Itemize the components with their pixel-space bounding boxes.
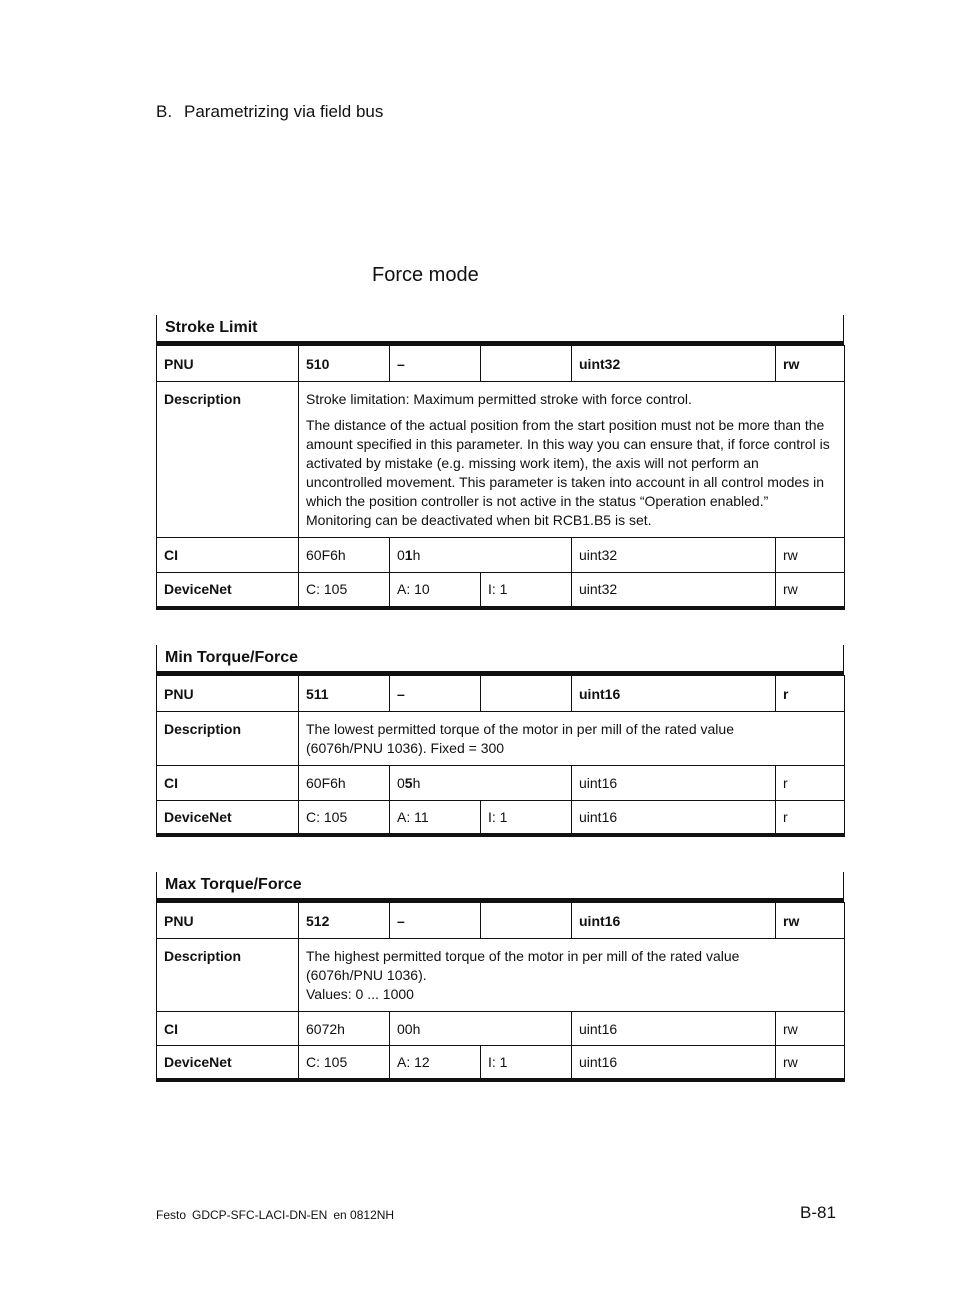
description-label: Description: [157, 382, 299, 538]
description-line: Values: 0 ... 1000: [306, 986, 414, 1002]
description-text: [299, 939, 845, 1012]
ci-index: 6072h: [299, 1012, 390, 1046]
pnu-blank: [481, 346, 572, 382]
description-paragraph: Stroke limitation: Maximum permitted stroke with force control.: [306, 391, 692, 407]
page-footer: [156, 1208, 400, 1222]
pnu-row: [157, 346, 845, 382]
devicenet-class: C: 105: [299, 801, 390, 835]
ci-access: rw: [776, 538, 845, 573]
description-line: The highest permitted torque of the motor in per mill of the rated value: [306, 948, 740, 964]
pnu-access: rw: [776, 903, 845, 939]
ci-label: CI: [157, 538, 299, 573]
devicenet-access: rw: [776, 1046, 845, 1080]
chapter-title: Parametrizing via field bus: [184, 102, 384, 121]
chapter-number: B.: [156, 102, 173, 121]
devicenet-attribute: A: 10: [390, 573, 481, 608]
devicenet-type: uint16: [572, 801, 776, 835]
pnu-subindex: –: [390, 346, 481, 382]
ci-label: CI: [157, 766, 299, 801]
param-table-min-torque: [156, 645, 844, 837]
ci-access: rw: [776, 1012, 845, 1046]
footer-doc-id: GDCP-SFC-LACI-DN-EN: [192, 1208, 328, 1222]
pnu-row: [157, 903, 845, 939]
pnu-label: PNU: [157, 903, 299, 939]
ci-label: CI: [157, 1012, 299, 1046]
ci-row: [157, 538, 845, 573]
ci-row: [157, 1012, 845, 1046]
ci-row: [157, 766, 845, 801]
ci-index: 60F6h: [299, 538, 390, 573]
pnu-label: PNU: [157, 346, 299, 382]
description-row: [157, 712, 845, 766]
pnu-blank: [481, 676, 572, 712]
param-title: Stroke Limit: [156, 315, 844, 345]
devicenet-class: C: 105: [299, 1046, 390, 1080]
description-line: (6076h/PNU 1036).: [306, 967, 427, 983]
devicenet-instance: I: 1: [481, 801, 572, 835]
devicenet-label: DeviceNet: [157, 573, 299, 608]
devicenet-row: [157, 801, 845, 835]
ci-subindex: 05h: [390, 766, 572, 801]
pnu-label: PNU: [157, 676, 299, 712]
description-paragraph: The distance of the actual position from the start position must not be more than the amount specified in this parameter. In this way you can ensure that, if force control is activated by mistake (e.g. missing work item), the axis will not perform an uncontrolled movement. This parameter is taken into account in all control modes in which the position controller is not active in the status “Operation enabled.” Monitoring can be deactivated when bit RCB1.B5 is set.: [306, 417, 830, 528]
param-title: Min Torque/Force: [156, 645, 844, 675]
footer-brand: Festo: [156, 1208, 187, 1222]
devicenet-attribute: A: 11: [390, 801, 481, 835]
section-title: Force mode: [372, 264, 479, 286]
param-table-max-torque: [156, 872, 844, 1082]
description-line: The lowest permitted torque of the motor in per mill of the rated value: [306, 721, 734, 737]
description-row: [157, 382, 845, 538]
pnu-access: r: [776, 676, 845, 712]
ci-type: uint32: [572, 538, 776, 573]
pnu-subindex: –: [390, 676, 481, 712]
description-text: [299, 382, 845, 538]
pnu-type: uint32: [572, 346, 776, 382]
ci-subindex: 00h: [390, 1012, 572, 1046]
devicenet-class: C: 105: [299, 573, 390, 608]
description-label: Description: [157, 712, 299, 766]
param-title: Max Torque/Force: [156, 872, 844, 902]
ci-type: uint16: [572, 1012, 776, 1046]
page-number: B-81: [800, 1203, 836, 1222]
pnu-access: rw: [776, 346, 845, 382]
description-line: (6076h/PNU 1036). Fixed = 300: [306, 740, 505, 756]
devicenet-row: [157, 1046, 845, 1080]
ci-type: uint16: [572, 766, 776, 801]
description-text: [299, 712, 845, 766]
pnu-blank: [481, 903, 572, 939]
devicenet-label: DeviceNet: [157, 1046, 299, 1080]
param-table-stroke-limit: [156, 315, 844, 610]
devicenet-label: DeviceNet: [157, 801, 299, 835]
page-header: [156, 102, 383, 122]
ci-access: r: [776, 766, 845, 801]
devicenet-instance: I: 1: [481, 1046, 572, 1080]
devicenet-access: rw: [776, 573, 845, 608]
description-row: [157, 939, 845, 1012]
devicenet-type: uint32: [572, 573, 776, 608]
pnu-number: 512: [299, 903, 390, 939]
pnu-number: 510: [299, 346, 390, 382]
devicenet-row: [157, 573, 845, 608]
devicenet-type: uint16: [572, 1046, 776, 1080]
pnu-row: [157, 676, 845, 712]
ci-index: 60F6h: [299, 766, 390, 801]
ci-subindex: 01h: [390, 538, 572, 573]
devicenet-instance: I: 1: [481, 573, 572, 608]
pnu-type: uint16: [572, 903, 776, 939]
devicenet-attribute: A: 12: [390, 1046, 481, 1080]
pnu-number: 511: [299, 676, 390, 712]
pnu-subindex: –: [390, 903, 481, 939]
description-label: Description: [157, 939, 299, 1012]
footer-lang: en 0812NH: [333, 1208, 395, 1222]
pnu-type: uint16: [572, 676, 776, 712]
devicenet-access: r: [776, 801, 845, 835]
